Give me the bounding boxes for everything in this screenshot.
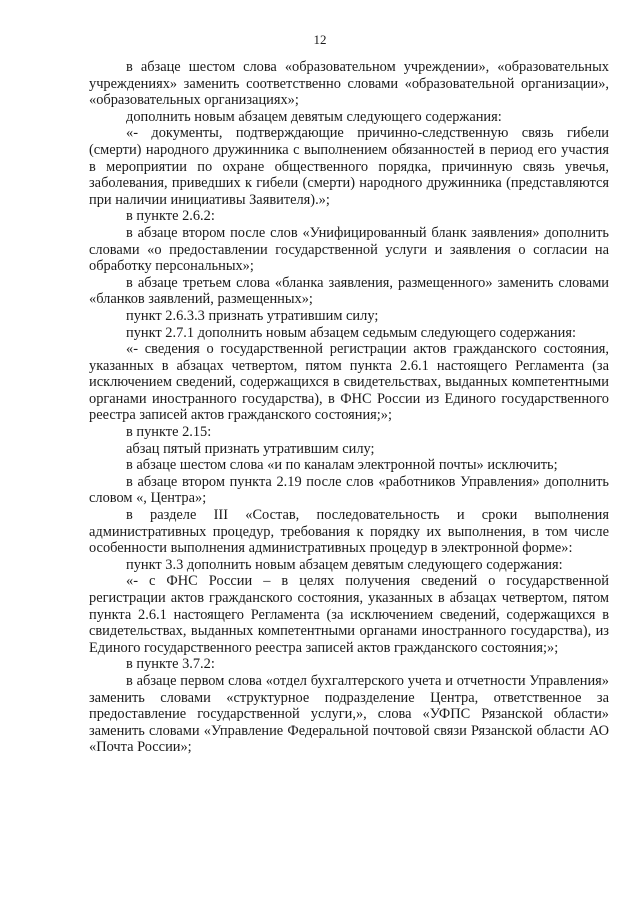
paragraph: в абзаце втором после слов «Унифицированный бланк заявления» дополнить словами «о предоставлении государственной услуги и заявления о согласии на обработку персональных»; <box>89 224 609 275</box>
paragraph: в абзаце третьем слова «бланка заявления, размещенного» заменить словами «бланков заявлений, размещенных»; <box>89 274 609 308</box>
document-body <box>89 59 609 756</box>
paragraph: «- с ФНС России – в целях получения сведений о государственной регистрации актов гражданского состояния, указанных в абзацах четвертом, пятом пункта 2.6.1 настоящего Регламента (за исключением сведений, содержащихся в свидетельствах, выданных компетентными органами иностранного государства), из Единого государственного реестра записей актов гражданского состояния;»; <box>89 573 609 656</box>
paragraph: абзац пятый признать утратившим силу; <box>126 440 375 457</box>
paragraph: дополнить новым абзацем девятым следующего содержания: <box>126 108 502 125</box>
paragraph: «- сведения о государственной регистрации актов гражданского состояния, указанных в абзацах четвертом, пятом пункта 2.6.1 настоящего Регламента (за исключением сведений, содержащихся в свидетельствах, выданных компетентными органами иностранного государства), в ФНС России из Единого государственного реестра записей актов гражданского состояния;»; <box>89 341 609 424</box>
paragraph: в абзаце шестом слова «и по каналам электронной почты» исключить; <box>126 457 558 474</box>
paragraph: в абзаце шестом слова «образовательном учреждении», «образовательных учреждениях» заменить соответственно словами «образовательной организации», «образовательных организациях»; <box>89 59 609 109</box>
paragraph: пункт 2.7.1 дополнить новым абзацем седьмым следующего содержания: <box>126 324 576 341</box>
page-number: 12 <box>313 32 327 47</box>
paragraph: пункт 2.6.3.3 признать утратившим силу; <box>126 307 379 324</box>
paragraph: в пункте 3.7.2: <box>126 656 215 673</box>
paragraph: в пункте 2.6.2: <box>126 208 215 225</box>
paragraph: в абзаце первом слова «отдел бухгалтерского учета и отчетности Управления» заменить словами «структурное подразделение Центра, ответственное за предоставление государственной услуги,», слова «УФПС Рязанской области» заменить словами «Управление Федеральной почтовой связи Рязанской области АО «Почта России»; <box>89 672 609 756</box>
paragraph: в разделе III «Состав, последовательность и сроки выполнения административных процедур, требования к порядку их выполнения, в том числе особенности выполнения административных процедур в электронной форме»: <box>89 507 609 557</box>
paragraph: в абзаце втором пункта 2.19 после слов «работников Управления» дополнить словом «, Центра»; <box>89 473 609 507</box>
paragraph: «- документы, подтверждающие причинно-следственную связь гибели (смерти) народного дружинника с выполнением обязанностей в период его участия в мероприятии по охране общественного порядка, причинную связь увечья, заболевания, приведших к гибели (смерти) народного дружинника (представляются при наличии инициативы Заявителя).»; <box>89 125 609 208</box>
paragraph: в пункте 2.15: <box>126 424 212 441</box>
paragraph: пункт 3.3 дополнить новым абзацем девятым следующего содержания: <box>126 556 563 573</box>
